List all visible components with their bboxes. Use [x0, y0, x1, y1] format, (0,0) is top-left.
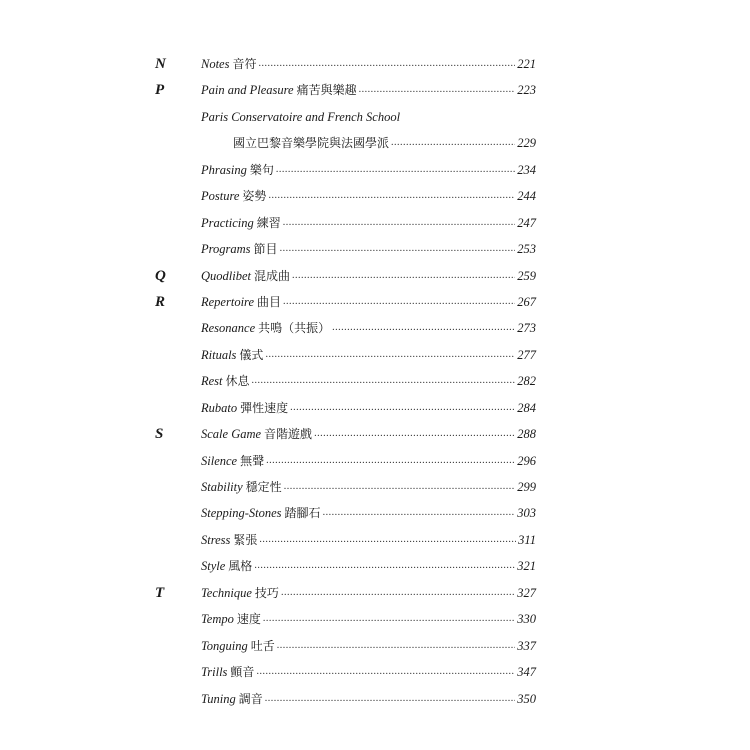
dot-leader: [276, 159, 515, 179]
dot-leader: [280, 238, 516, 258]
entry-title-en: Rest: [201, 374, 223, 389]
entry-title-en: Quodlibet: [201, 268, 251, 283]
entry-title-zh: 無聲: [240, 453, 265, 468]
entry-title-zh: 緊張: [233, 532, 258, 547]
toc-row: [0, 157, 750, 183]
dot-leader: [391, 132, 515, 152]
page-number: 311: [518, 532, 536, 547]
page-number: 253: [517, 242, 536, 257]
dot-leader: [283, 212, 515, 232]
page-number: 244: [517, 189, 536, 204]
entry-title-zh: 彈性速度: [240, 400, 289, 415]
page-number: 288: [517, 427, 536, 442]
toc-entry[interactable]: [201, 690, 536, 710]
entry-title-en: Style: [201, 559, 226, 574]
toc-row: [0, 580, 750, 606]
entry-title-zh: 姿勢: [242, 189, 267, 204]
entry-title-en: Tempo: [201, 612, 234, 627]
entry-title-zh: 國立巴黎音樂學院與法國學派: [233, 136, 390, 151]
entry-title-en: Tuning: [201, 691, 236, 706]
page-number: 221: [517, 57, 536, 71]
entry-title-en: Resonance: [201, 321, 256, 336]
toc-row: [0, 527, 750, 553]
dot-leader: [265, 688, 515, 708]
dot-leader: [265, 344, 515, 364]
page-number: 223: [517, 83, 536, 98]
dot-leader: [290, 397, 515, 417]
page-number: 234: [517, 162, 536, 177]
toc-entry[interactable]: [201, 187, 536, 207]
entry-title-zh: 曲目: [257, 294, 282, 309]
toc-entry[interactable]: [201, 452, 536, 472]
page-number: 267: [517, 294, 536, 309]
toc-entry[interactable]: [201, 504, 536, 524]
entry-title-en: Notes: [201, 57, 230, 71]
page-number: 277: [517, 347, 536, 362]
page-number: 247: [517, 215, 536, 230]
toc-row: [0, 51, 750, 77]
entry-title-zh: 顫音: [230, 665, 255, 680]
page-number: 350: [517, 691, 536, 706]
entry-title-zh: 踏腳石: [284, 506, 321, 521]
page-number: 299: [517, 480, 536, 494]
toc-entry[interactable]: [201, 425, 536, 445]
dot-leader: [332, 317, 515, 337]
dot-leader: [252, 370, 516, 390]
section-letter: P: [155, 82, 165, 99]
toc-row: [0, 474, 750, 500]
dot-leader: [314, 423, 515, 443]
page-number: 330: [517, 612, 536, 627]
entry-title-en: Phrasing: [201, 162, 247, 177]
toc-entry[interactable]: [201, 531, 536, 551]
entry-title-zh: 休息: [225, 374, 250, 389]
entry-title-en: Repertoire: [201, 294, 254, 309]
dot-leader: [266, 450, 515, 470]
toc-entry[interactable]: [201, 372, 536, 392]
toc-entry[interactable]: [201, 319, 536, 339]
entry-title-zh: 儀式: [239, 347, 264, 362]
page-number: 327: [517, 585, 536, 600]
entry-title-zh: 練習: [256, 215, 281, 230]
toc-entry-heading: [201, 108, 536, 126]
page-number: 321: [517, 559, 536, 574]
toc-row: [0, 606, 750, 632]
section-letter: N: [155, 56, 166, 72]
dot-leader: [283, 291, 515, 311]
toc-row: [0, 183, 750, 209]
section-letter: R: [155, 293, 166, 310]
toc-entry[interactable]: [201, 346, 536, 366]
toc-row: [0, 421, 750, 447]
page-number: 229: [517, 136, 536, 151]
entry-title-en: Practicing: [201, 215, 254, 230]
toc-row: [0, 368, 750, 394]
dot-leader: [268, 185, 515, 205]
table-of-contents: [0, 51, 750, 712]
entry-title-en: Stepping-Stones: [201, 506, 282, 521]
entry-title-en: Pain and Pleasure: [201, 83, 294, 98]
toc-row: [0, 77, 750, 103]
entry-title-en: Rubato: [201, 400, 238, 415]
toc-row: [0, 633, 750, 659]
entry-title-zh: 共鳴（共振）: [258, 321, 331, 336]
section-letter: T: [155, 584, 165, 601]
page-number: 284: [517, 400, 536, 415]
toc-row: [0, 395, 750, 421]
page-number: 303: [517, 506, 536, 521]
entry-title-en: Rituals: [201, 347, 237, 362]
toc-entry[interactable]: [201, 161, 536, 181]
toc-entry[interactable]: [201, 240, 536, 260]
dot-leader: [254, 555, 515, 575]
toc-entry[interactable]: [201, 478, 536, 498]
entry-title-zh: 穩定性: [245, 480, 282, 494]
toc-row: [0, 263, 750, 289]
page-number: 337: [517, 638, 536, 653]
toc-entry[interactable]: [201, 267, 536, 287]
page-number: 347: [517, 665, 536, 680]
toc-entry[interactable]: [201, 55, 536, 75]
toc-row: [0, 289, 750, 315]
dot-leader: [281, 582, 515, 602]
dot-leader: [292, 265, 515, 285]
page-number: 282: [517, 374, 536, 389]
entry-title-en: Programs: [201, 242, 251, 257]
dot-leader: [259, 529, 516, 549]
entry-title-en: Scale Game: [201, 427, 262, 442]
toc-entry[interactable]: [201, 663, 536, 683]
toc-row: [0, 315, 750, 341]
entry-title-en: Paris Conservatoire and French School: [201, 109, 401, 124]
toc-row: [0, 104, 750, 130]
entry-title-zh: 音階遊戲: [264, 427, 313, 442]
entry-title-en: Silence: [201, 453, 238, 468]
entry-title-en: Posture: [201, 189, 240, 204]
entry-title-zh: 風格: [228, 559, 253, 574]
dot-leader: [256, 661, 515, 681]
toc-entry[interactable]: [233, 134, 536, 154]
toc-entry[interactable]: [201, 293, 536, 313]
dot-leader: [284, 476, 516, 496]
section-letter: S: [155, 426, 164, 443]
toc-row: [0, 553, 750, 579]
toc-row: [0, 500, 750, 526]
page-number: 273: [517, 321, 536, 336]
toc-row: [0, 342, 750, 368]
entry-title-en: Tonguing: [201, 638, 248, 653]
toc-entry[interactable]: [201, 214, 536, 234]
toc-row: [0, 659, 750, 685]
dot-leader: [277, 635, 515, 655]
entry-title-zh: 吐舌: [250, 638, 275, 653]
entry-title-zh: 混成曲: [254, 268, 291, 283]
page-number: 296: [517, 453, 536, 468]
entry-title-en: Technique: [201, 585, 252, 600]
section-letter: Q: [155, 267, 166, 284]
toc-row: [0, 236, 750, 262]
entry-title-zh: 痛苦與樂趣: [296, 83, 357, 98]
toc-row: [0, 448, 750, 474]
toc-entry[interactable]: [201, 584, 536, 604]
entry-title-zh: 速度: [236, 612, 261, 627]
toc-entry[interactable]: [201, 81, 536, 101]
entry-title-zh: 節目: [253, 242, 278, 257]
dot-leader: [263, 608, 515, 628]
toc-entry[interactable]: [201, 637, 536, 657]
toc-row: [0, 686, 750, 712]
entry-title-zh: 調音: [238, 691, 263, 706]
entry-title-en: Stability: [201, 480, 243, 494]
entry-title-zh: 音符: [232, 57, 257, 71]
entry-title-zh: 樂句: [249, 162, 274, 177]
dot-leader: [259, 53, 516, 73]
toc-row: [0, 130, 750, 156]
toc-entry[interactable]: [201, 610, 536, 630]
toc-entry[interactable]: [201, 399, 536, 419]
entry-title-en: Stress: [201, 532, 231, 547]
toc-entry[interactable]: [201, 557, 536, 577]
dot-leader: [323, 502, 516, 522]
dot-leader: [359, 79, 516, 99]
entry-title-zh: 技巧: [254, 585, 279, 600]
toc-row: [0, 210, 750, 236]
entry-title-en: Trills: [201, 665, 228, 680]
page-number: 259: [517, 268, 536, 283]
